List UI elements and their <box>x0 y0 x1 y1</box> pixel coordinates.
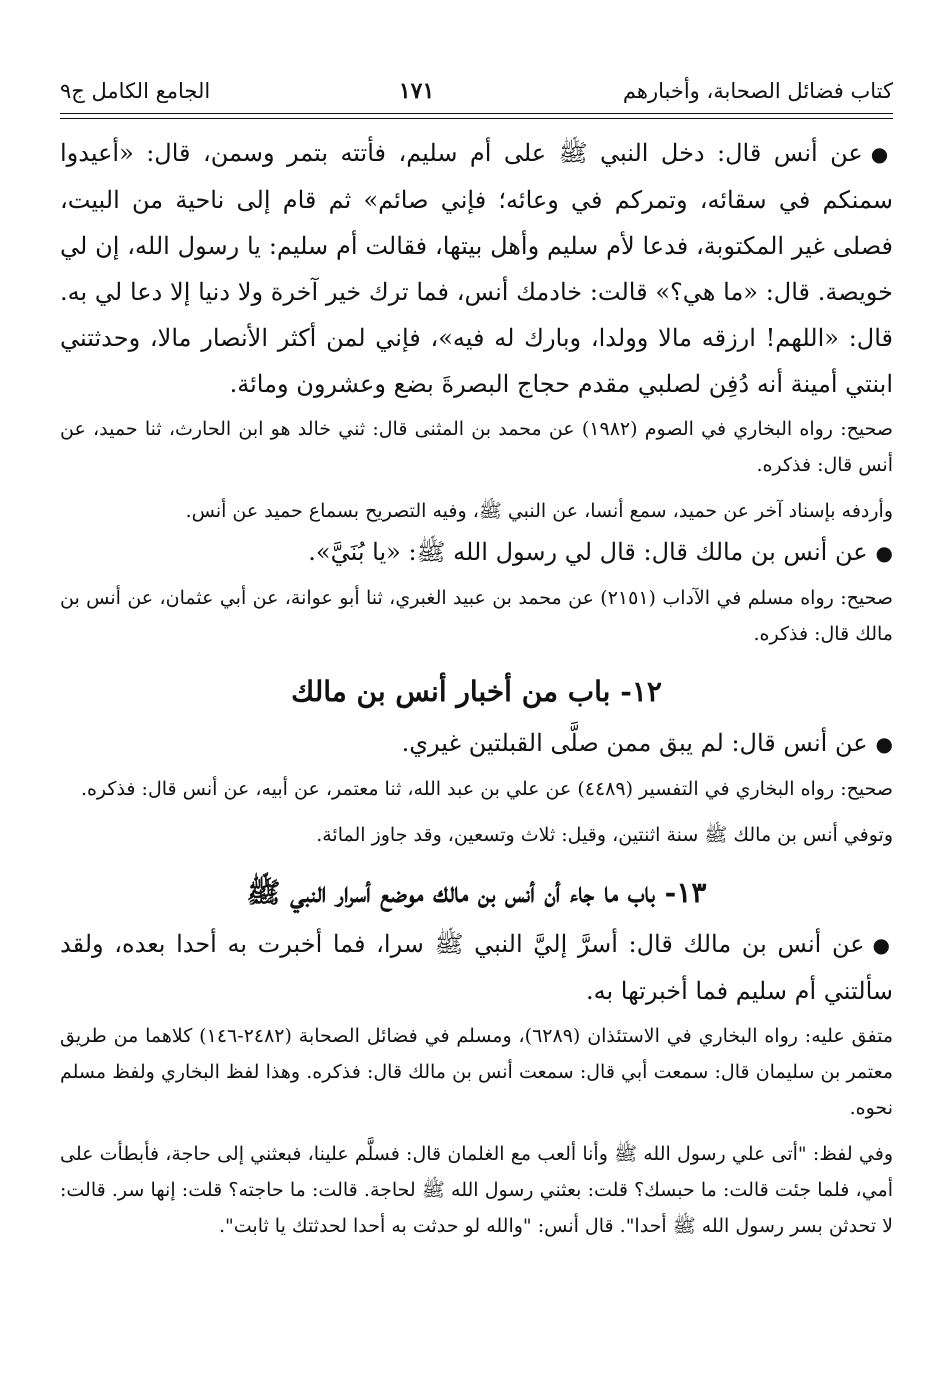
header-rule-top <box>60 113 893 114</box>
hadith-paragraph <box>60 921 893 1014</box>
bullet-icon: ● <box>870 142 893 166</box>
page-header <box>60 62 893 102</box>
header-rule-bottom <box>60 118 893 119</box>
takhrij-paragraph: صحيح: رواه مسلم في الآداب (٢١٥١) عن محمد بن عبيد الغبري، ثنا أبو عوانة، عن أبي عثمان، عن أنس بن مالك قال: فذكره. <box>60 587 893 645</box>
hadith-text: عن أنس قال: لم يبق ممن صلَّى القبلتين غيري. <box>401 729 868 757</box>
hadith-paragraph <box>60 720 893 767</box>
hadith-paragraph <box>60 130 893 407</box>
bullet-icon: ● <box>875 732 893 756</box>
takhrij-paragraph: صحيح: رواه البخاري في التفسير (٤٤٨٩) عن علي بن عبد الله، ثنا معتمر، عن أبيه، عن أنس قال: فذكره. <box>80 778 893 800</box>
note-paragraph: وأردفه بإسناد آخر عن حميد، سمع أنسا، عن النبي ﷺ، وفيه التصريح بسماع حميد عن أنس. <box>185 500 893 522</box>
chapter-heading-12: ١٢- باب من أخبار أنس بن مالك <box>291 675 662 708</box>
hadith-text: عن أنس بن مالك قال: قال لي رسول الله ﷺ: «يا بُنَيَّ». <box>308 538 868 566</box>
hadith-text: عن أنس بن مالك قال: أسرَّ إليَّ النبي ﷺ سرا، فما أخبرت به أحدا بعده، ولقد سألتني أم سليم فما أخبرتها به. <box>60 930 893 1005</box>
note-paragraph: وفي لفظ: "أتى علي رسول الله ﷺ وأنا ألعب مع الغلمان قال: فسلَّم علينا، فبعثني إلى حاجة، فأبطأت على أمي، فلما جئت قالت: ما حبسك؟ قلت: بعثني رسول الله ﷺ لحاجة. قالت: ما حاجته؟ قلت: إنها سر. قالت: لا تحدثن بسر رسول الله ﷺ أحدا". قال أنس: "والله لو حدثت به أحدا لحدثتك يا ثابت". <box>60 1143 893 1237</box>
hadith-paragraph <box>60 529 893 576</box>
header-book-title: كتاب فضائل الصحابة، وأخبارهم <box>622 79 893 103</box>
page-body <box>60 130 893 1244</box>
takhrij-paragraph: صحيح: رواه البخاري في الصوم (١٩٨٢) عن محمد بن المثنى قال: ثني خالد هو ابن الحارث، ثنا حميد، عن أنس قال: فذكره. <box>60 418 894 476</box>
note-paragraph: وتوفي أنس بن مالك ﷺ سنة اثنتين، وقيل: ثلاث وتسعين، وقد جاوز المائة. <box>316 824 893 846</box>
bullet-icon: ● <box>875 541 893 565</box>
bullet-icon: ● <box>872 933 893 957</box>
hadith-text: عن أنس قال: دخل النبي ﷺ على أم سليم، فأتته بتمر وسمن، قال: «أعيدوا سمنكم في سقائه، وتمركم في وعائه؛ فإني صائم» ثم قام إلى ناحية من البيت، فصلى غير المكتوبة، فدعا لأم سليم وأهل بيتها، فقالت أم سليم: يا رسول الله، إن لي خويصة. قال: «ما هي؟» قالت: خادمك أنس، فما ترك خير آخرة ولا دنيا إلا دعا لي به. قال: «اللهم! ارزقه مالا وولدا، وبارك له فيه»، فإني لمن أكثر الأنصار مالا، وحدثتني ابنتي أمينة أنه دُفِن لصلبي مقدم حجاج البصرةَ بضع وعشرون ومائة. <box>60 139 893 398</box>
page-number: ١٧١ <box>398 78 435 104</box>
chapter-heading-13: ١٣- باب ما جاء أن أنس بن مالك موضع أسرار النبي ﷺ <box>246 876 707 909</box>
takhrij-paragraph: متفق عليه: رواه البخاري في الاستئذان (٦٢٨٩)، ومسلم في فضائل الصحابة (٢٤٨٢-١٤٦) كلاهما من طريق معتمر بن سليمان قال: سمعت أبي قال: سمعت أنس بن مالك قال: فذكره. وهذا لفظ البخاري ولفظ مسلم نحوه. <box>60 1025 893 1119</box>
header-volume-title: الجامع الكامل ج٩ <box>60 79 211 103</box>
